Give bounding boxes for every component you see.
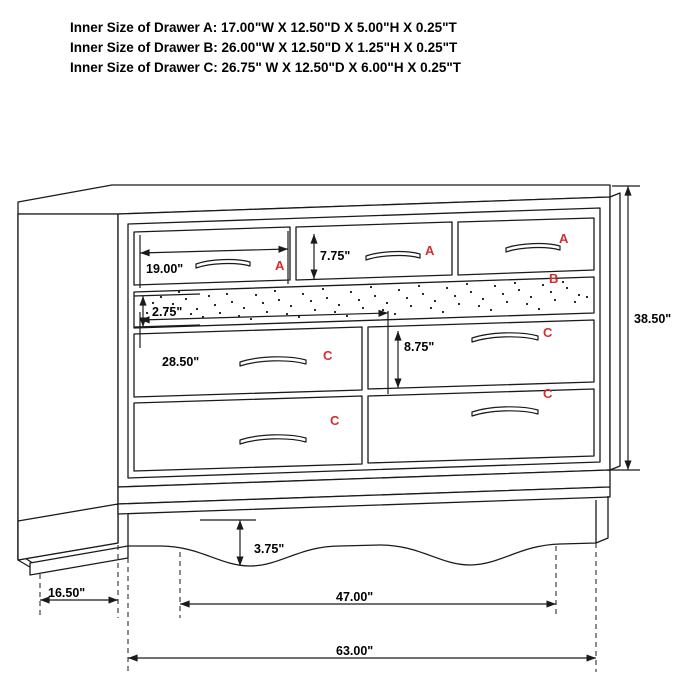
leg-left — [128, 514, 160, 546]
base-rail-mid — [340, 545, 380, 546]
dim-label-3-75: 3.75" — [254, 542, 285, 556]
spec-line-drawer-c: Inner Size of Drawer C: 26.75" W X 12.50"D X 6.00"H X 0.25"T — [70, 60, 462, 75]
dim-label-19: 19.00" — [146, 262, 184, 276]
base-arch-right — [380, 544, 560, 565]
dim-label-47: 47.00" — [336, 590, 374, 604]
dim-label-7-75: 7.75" — [320, 249, 351, 263]
code-label-a-left: A — [275, 258, 285, 273]
drawer-c-bottom-left — [134, 396, 362, 471]
dresser-right-edge — [610, 193, 620, 470]
dim-label-63: 63.00" — [336, 644, 374, 658]
dim-label-2-75: 2.75" — [152, 305, 183, 319]
code-label-b-right: B — [549, 271, 559, 286]
spec-line-drawer-b: Inner Size of Drawer B: 26.00"W X 12.50"D X 1.25"H X 0.25"T — [70, 40, 458, 55]
dim-label-8-75: 8.75" — [404, 340, 435, 354]
dim-label-16-5: 16.50" — [48, 586, 86, 600]
code-label-a-right: A — [559, 231, 569, 246]
code-label-c-mid-left: C — [323, 348, 333, 363]
code-label-c-mid-right: C — [543, 325, 553, 340]
drawer-a-left — [134, 227, 290, 285]
spec-line-drawer-a: Inner Size of Drawer A: 17.00"W X 12.50"D X 5.00"H X 0.25"T — [70, 20, 457, 35]
dim-label-38-5: 38.50" — [634, 312, 672, 326]
witness-lines — [40, 543, 596, 672]
dim-label-28-5: 28.50" — [162, 355, 200, 369]
drawer-c-bottom-right — [368, 389, 594, 463]
leg-right — [560, 500, 596, 544]
leg-right-edge — [596, 496, 608, 543]
code-label-a-mid: A — [425, 243, 435, 258]
code-label-c-bottom-left: C — [330, 413, 340, 428]
base-arch-left — [160, 546, 340, 566]
drawer-c-mid-right — [368, 320, 594, 389]
code-label-c-bottom-right: C — [543, 386, 553, 401]
